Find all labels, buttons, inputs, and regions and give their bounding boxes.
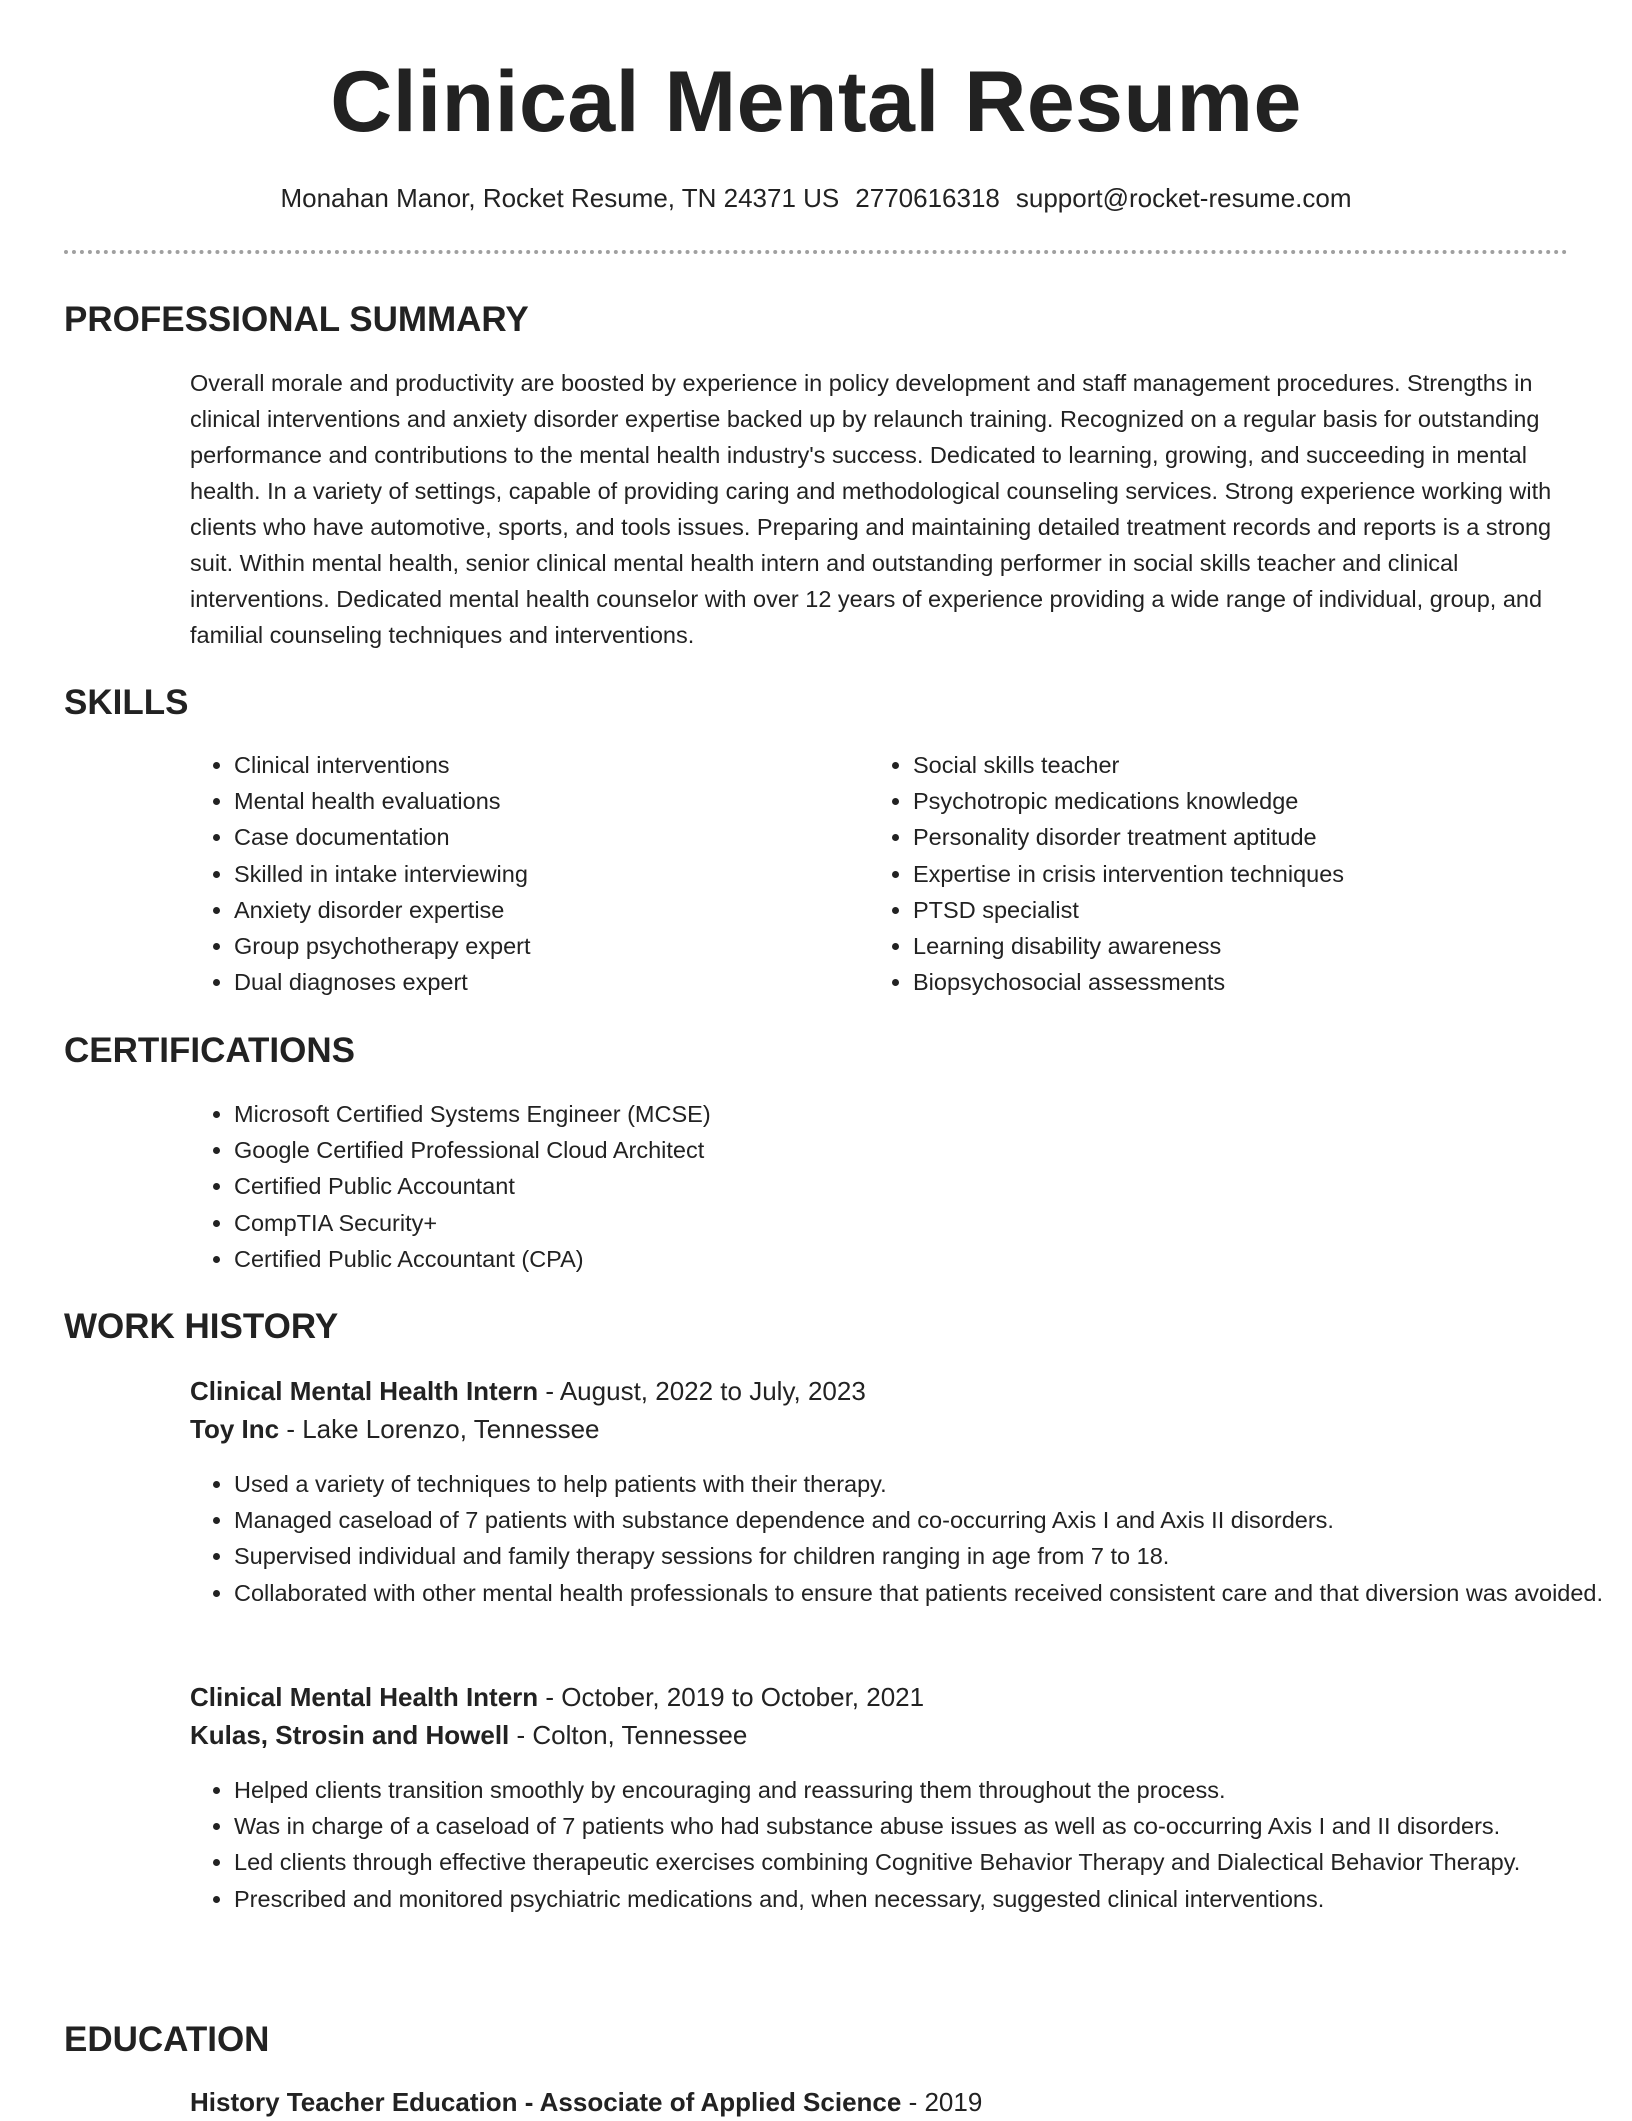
list-item: • Certified Public Accountant (234, 1168, 1614, 1204)
list-item: • Dual diagnoses expert (234, 964, 864, 1000)
certifications-list (190, 1096, 1614, 1277)
list-item: • Group psychotherapy expert (234, 928, 864, 964)
list-item: • Learning disability awareness (913, 928, 1613, 964)
skills-list-left (190, 747, 864, 1000)
job-title-line (190, 1678, 924, 1716)
list-item: • Personality disorder treatment aptitude (913, 819, 1613, 855)
list-item: • Helped clients transition smoothly by encouraging and reassuring them throughout the process. (234, 1772, 1614, 1808)
job-location: - Lake Lorenzo, Tennessee (279, 1414, 600, 1444)
list-item: • Social skills teacher (913, 747, 1613, 783)
list-item: • Google Certified Professional Cloud Architect (234, 1132, 1614, 1168)
list-item: • Psychotropic medications knowledge (913, 783, 1613, 819)
list-item: • Anxiety disorder expertise (234, 892, 864, 928)
job-role: Clinical Mental Health Intern (190, 1376, 539, 1406)
list-item: • PTSD specialist (913, 892, 1613, 928)
job-company-line (190, 1716, 747, 1754)
summary-text: Overall morale and productivity are boosted by experience in policy development and staff management procedures. Strengths in clinical interventions and anxiety disorder expertise backed up by relaunch training. Recognized on a regular basis for outstanding performance and contributions to the mental health industry's success. Dedicated to learning, growing, and succeeding in mental health. In a variety of settings, capable of providing caring and methodological counseling services. Strong experience working with clients who have automotive, sports, and tools issues. Preparing and maintaining detailed treatment records and reports is a strong suit. Within mental health, senior clinical mental health intern and outstanding performer in social skills teacher and clinical interventions. Dedicated mental health counselor with over 12 years of experience providing a wide range of individual, group, and familial counseling techniques and interventions. (190, 370, 1552, 648)
contact-phone: 2770616318 (855, 183, 1000, 213)
list-item: • Used a variety of techniques to help patients with their therapy. (234, 1466, 1614, 1502)
list-item: • Collaborated with other mental health professionals to ensure that patients received consistent care and that diversion was avoided. (234, 1575, 1614, 1611)
list-item: • Prescribed and monitored psychiatric medications and, when necessary, suggested clinical interventions. (234, 1881, 1614, 1917)
list-item: • Skilled in intake interviewing (234, 856, 864, 892)
contact-email: support@rocket-resume.com (1015, 183, 1352, 213)
list-item: • Expertise in crisis intervention techniques (913, 856, 1613, 892)
job-title-line (190, 1372, 866, 1410)
certifications-heading: CERTIFICATIONS (64, 1031, 356, 1070)
skills-heading: SKILLS (64, 683, 189, 722)
job-bullets (190, 1772, 1614, 1917)
list-item: • Mental health evaluations (234, 783, 864, 819)
contact-line (0, 180, 1632, 216)
education-degree: History Teacher Education - Associate of Applied Science (190, 2087, 902, 2117)
list-item: • Certified Public Accountant (CPA) (234, 1241, 1614, 1277)
job-company: Kulas, Strosin and Howell (190, 1720, 510, 1750)
job-dates: - August, 2022 to July, 2023 (538, 1376, 866, 1406)
job-company-line (190, 1410, 600, 1448)
contact-address: Monahan Manor, Rocket Resume, TN 24371 US (280, 183, 840, 213)
education-year: - 2019 (901, 2087, 983, 2117)
list-item: • Biopsychosocial assessments (913, 964, 1613, 1000)
list-item: • Was in charge of a caseload of 7 patients who had substance abuse issues as well as co-occurring Axis I and II disorders. (234, 1808, 1614, 1844)
education-line (190, 2083, 982, 2121)
summary-heading: PROFESSIONAL SUMMARY (64, 300, 529, 339)
list-item: • Supervised individual and family therapy sessions for children ranging in age from 7 to 18. (234, 1538, 1614, 1574)
list-item: • CompTIA Security+ (234, 1205, 1614, 1241)
education-heading: EDUCATION (64, 2020, 270, 2059)
job-bullets (190, 1466, 1614, 1611)
work-history-heading: WORK HISTORY (64, 1307, 339, 1346)
job-dates: - October, 2019 to October, 2021 (538, 1682, 925, 1712)
list-item: • Case documentation (234, 819, 864, 855)
job-location: - Colton, Tennessee (509, 1720, 748, 1750)
job-role: Clinical Mental Health Intern (190, 1682, 539, 1712)
list-item: • Led clients through effective therapeutic exercises combining Cognitive Behavior Therapy and Dialectical Behavior Therapy. (234, 1844, 1614, 1880)
header-divider (64, 250, 1568, 254)
job-company: Toy Inc (190, 1414, 280, 1444)
list-item: • Clinical interventions (234, 747, 864, 783)
skills-list-right (869, 747, 1613, 1000)
list-item: • Managed caseload of 7 patients with substance dependence and co-occurring Axis I and Axis II disorders. (234, 1502, 1614, 1538)
list-item: • Microsoft Certified Systems Engineer (MCSE) (234, 1096, 1614, 1132)
resume-title: Clinical Mental Resume (330, 54, 1302, 150)
